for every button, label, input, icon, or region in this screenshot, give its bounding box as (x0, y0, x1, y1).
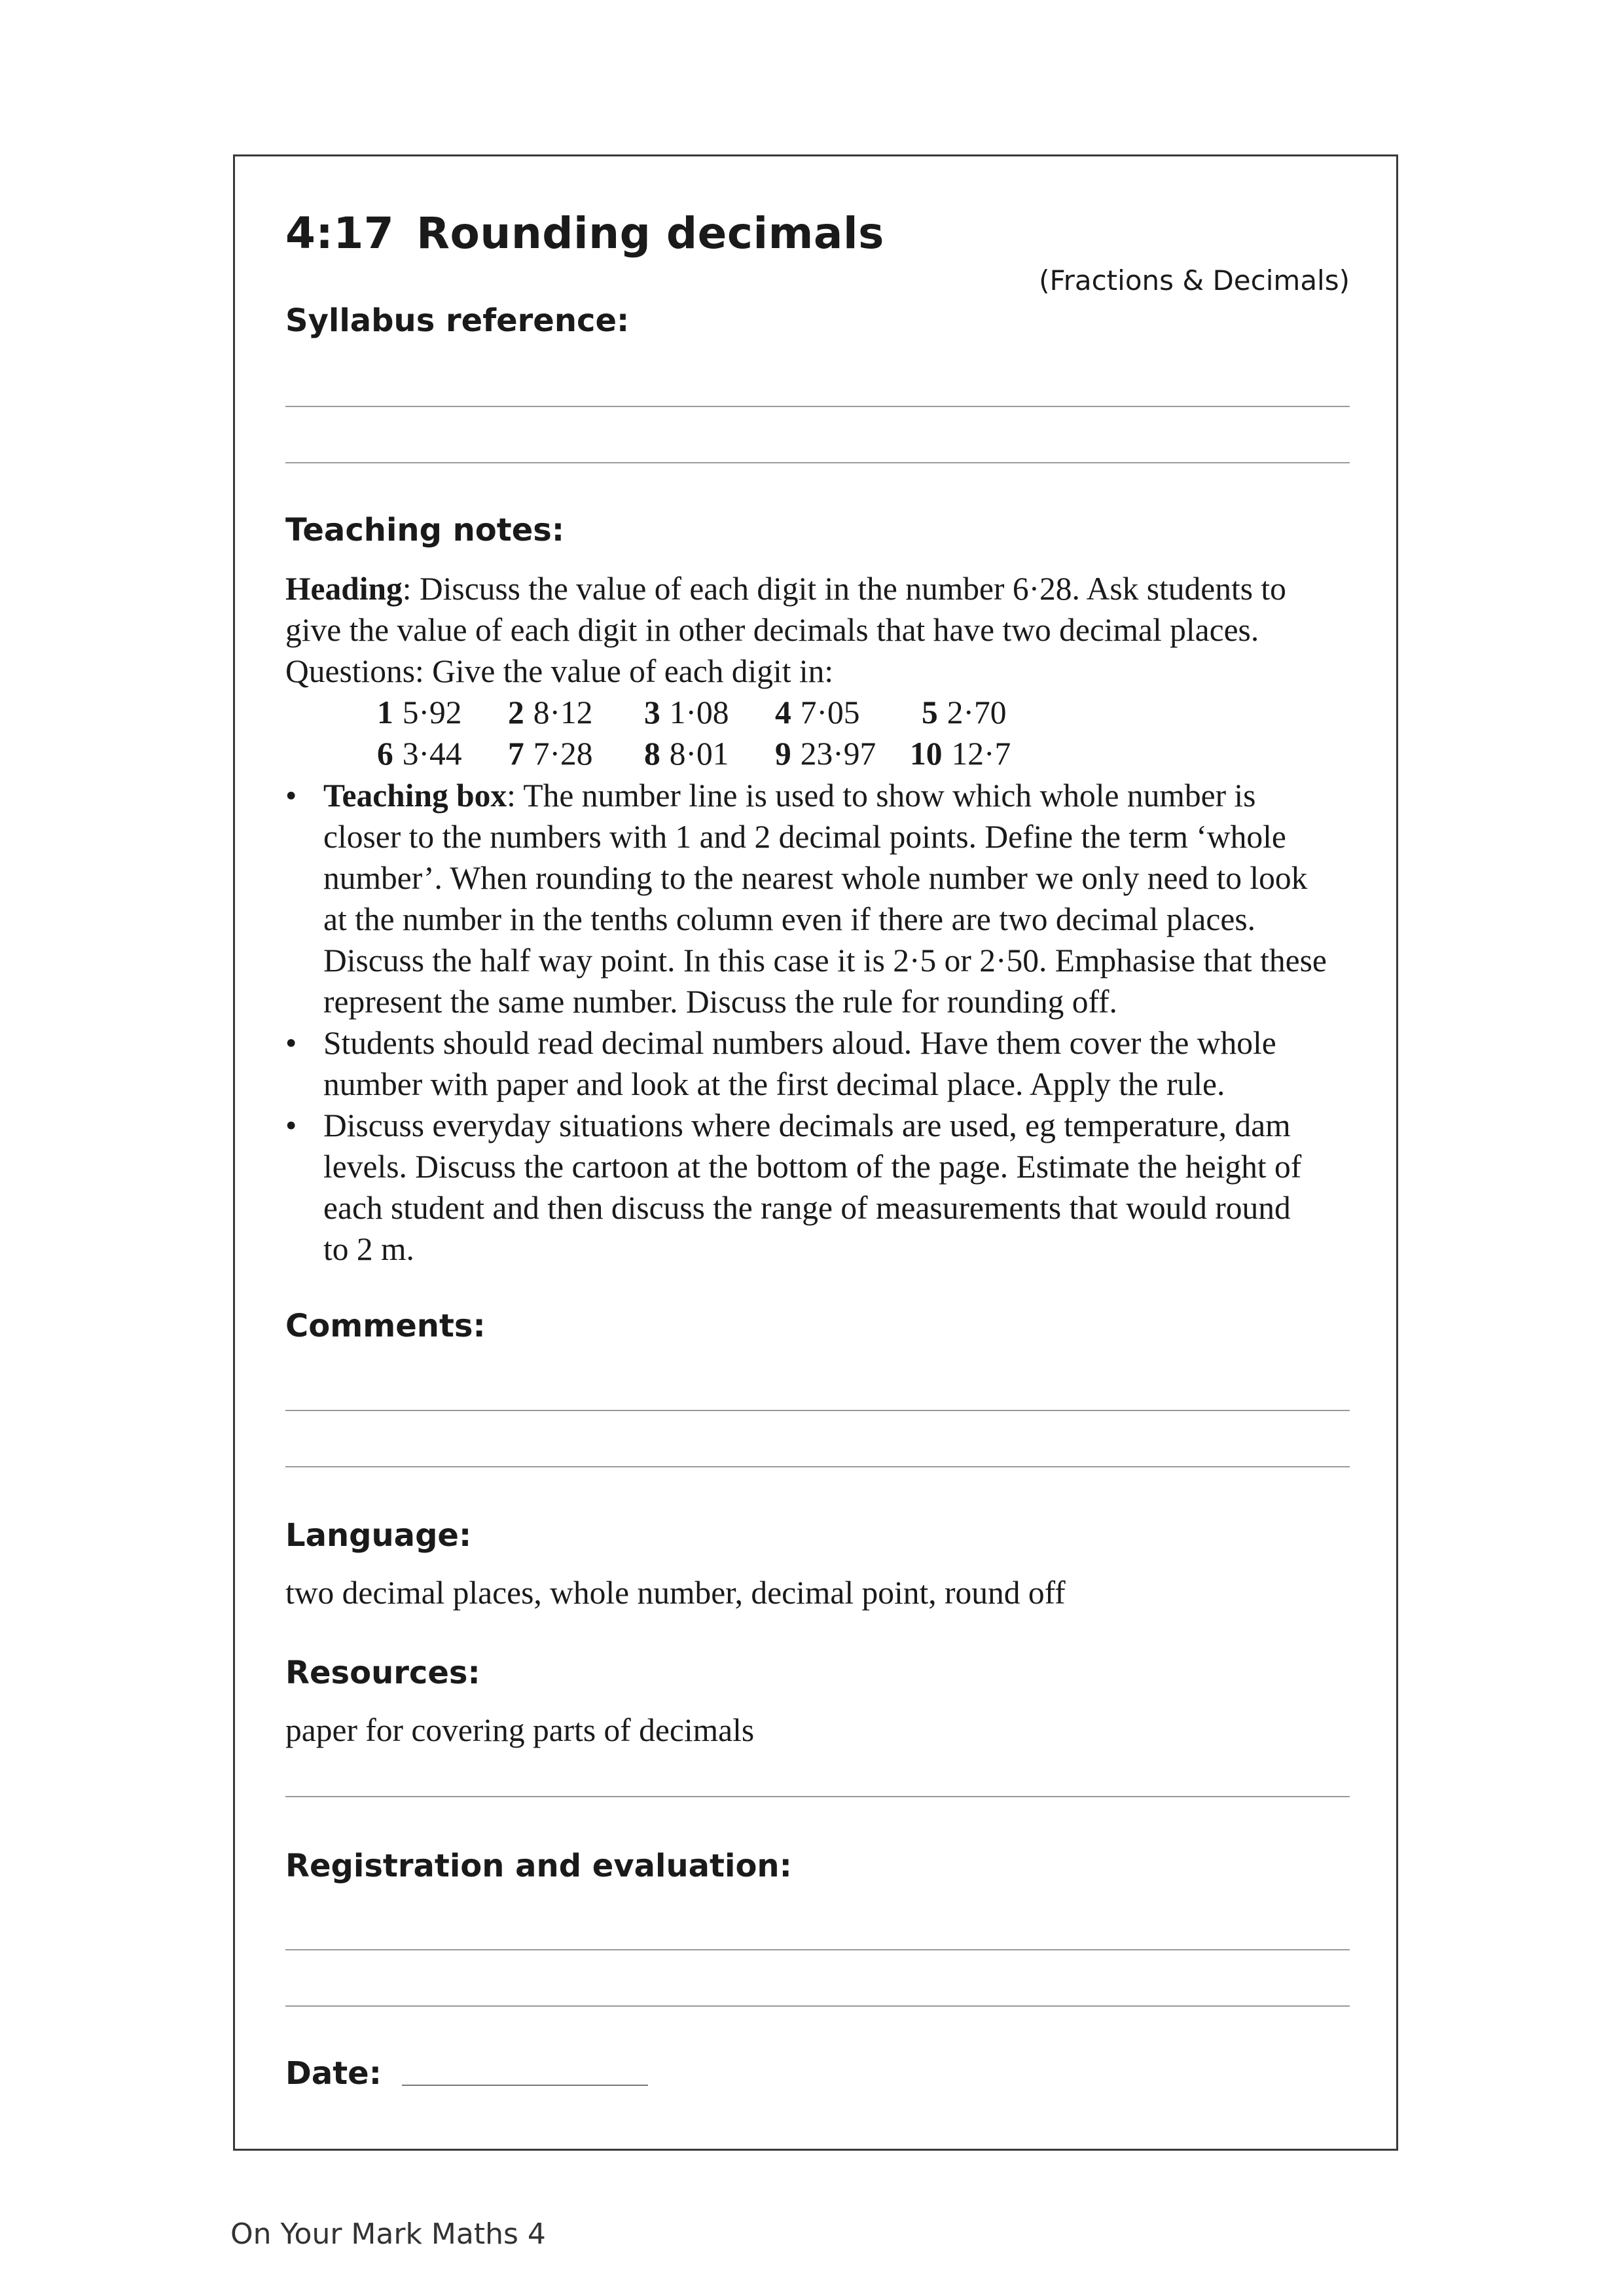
bullet-line: number with paper and look at the first decimal place. Apply the rule. (323, 1066, 1225, 1102)
comments-heading: Comments: (285, 1308, 486, 1344)
question-number: 9 (775, 736, 791, 772)
question-value: 2·70 (947, 694, 1007, 730)
question-number: 2 (508, 694, 524, 730)
question-value: 1·08 (669, 694, 729, 730)
syllabus-line-1 (285, 406, 1350, 407)
heading-paragraph (285, 568, 1359, 692)
lesson-number: 4:17 (285, 208, 395, 259)
heading-line-1-text: : Discuss the value of each digit in the number 6·28. Ask students to (402, 571, 1286, 607)
question-item (775, 733, 876, 774)
bullet-item (285, 1022, 1359, 1105)
lesson-title: Rounding decimals (416, 208, 884, 259)
question-number: 6 (377, 736, 393, 772)
question-number: 3 (644, 694, 660, 730)
bullet-dot-icon: • (285, 778, 297, 814)
bullet-dot-icon: • (285, 1107, 297, 1143)
question-item (644, 733, 729, 774)
question-item (922, 692, 1006, 733)
date-label: Date: (285, 2055, 382, 2092)
language-text: two decimal places, whole number, decimal point, round off (285, 1575, 1066, 1611)
question-item (775, 692, 859, 733)
resources-line (285, 1796, 1350, 1797)
bullet-line: levels. Discuss the cartoon at the bottom of the page. Estimate the height of (323, 1149, 1302, 1185)
registration-line-1 (285, 1949, 1350, 1950)
question-value: 8·01 (669, 736, 729, 772)
question-item (910, 733, 1011, 774)
bullet-dot-icon: • (285, 1025, 297, 1061)
registration-heading: Registration and evaluation: (285, 1848, 792, 1884)
question-value: 3·44 (402, 736, 462, 772)
bullet-line: Discuss the half way point. In this case it is 2·5 or 2·50. Emphasise that these (323, 942, 1327, 978)
bullet-line: to 2 m. (323, 1231, 414, 1267)
bullet-line: Students should read decimal numbers aloud. Have them cover the whole (323, 1025, 1276, 1061)
syllabus-heading: Syllabus reference: (285, 302, 630, 339)
bullet-line: represent the same number. Discuss the rule for rounding off. (323, 984, 1117, 1020)
heading-bold-lead: Heading (285, 571, 403, 607)
resources-text: paper for covering parts of decimals (285, 1712, 755, 1748)
questions-list (285, 692, 1359, 774)
page-title (285, 208, 884, 259)
heading-line-2: give the value of each digit in other decimals that have two decimal places. (285, 612, 1259, 648)
question-number: 5 (922, 694, 938, 730)
question-value: 7·28 (533, 736, 593, 772)
syllabus-line-2 (285, 462, 1350, 463)
bullet-item (285, 1105, 1359, 1270)
question-item (644, 692, 729, 733)
bullet-line: Discuss everyday situations where decimals are used, eg temperature, dam (323, 1107, 1291, 1143)
resources-heading: Resources: (285, 1655, 480, 1691)
question-number: 7 (508, 736, 524, 772)
teaching-bullets (285, 775, 1359, 1270)
question-item (508, 692, 592, 733)
date-field-line (402, 2085, 648, 2086)
question-value: 8·12 (533, 694, 593, 730)
registration-line-2 (285, 2005, 1350, 2007)
question-item (508, 733, 592, 774)
language-heading: Language: (285, 1517, 472, 1554)
bullet-line: Teaching box: The number line is used to show which whole number is (323, 778, 1256, 814)
teaching-notes-heading: Teaching notes: (285, 512, 565, 548)
bullet-bold-lead: Teaching box (323, 778, 507, 814)
comments-line-1 (285, 1410, 1350, 1411)
bullet-line: at the number in the tenths column even if there are two decimal places. (323, 901, 1255, 937)
heading-line-1 (285, 568, 1359, 609)
heading-line-3: Questions: Give the value of each digit in: (285, 653, 834, 689)
bullet-line: each student and then discuss the range of measurements that would round (323, 1190, 1291, 1226)
bullet-line: closer to the numbers with 1 and 2 decimal points. Define the term ‘whole (323, 819, 1286, 855)
footer-text: On Your Mark Maths 4 (230, 2217, 546, 2251)
bullet-item (285, 775, 1359, 1022)
bullet-line: number’. When rounding to the nearest whole number we only need to look (323, 860, 1308, 896)
question-number: 1 (377, 694, 393, 730)
comments-line-2 (285, 1466, 1350, 1467)
question-item (377, 733, 461, 774)
question-number: 4 (775, 694, 791, 730)
question-number: 8 (644, 736, 660, 772)
question-value: 12·7 (951, 736, 1011, 772)
strand-label: (Fractions & Decimals) (1039, 264, 1350, 296)
question-value: 23·97 (800, 736, 876, 772)
question-value: 7·05 (800, 694, 860, 730)
question-number: 10 (910, 736, 943, 772)
question-value: 5·92 (402, 694, 462, 730)
question-item (377, 692, 461, 733)
